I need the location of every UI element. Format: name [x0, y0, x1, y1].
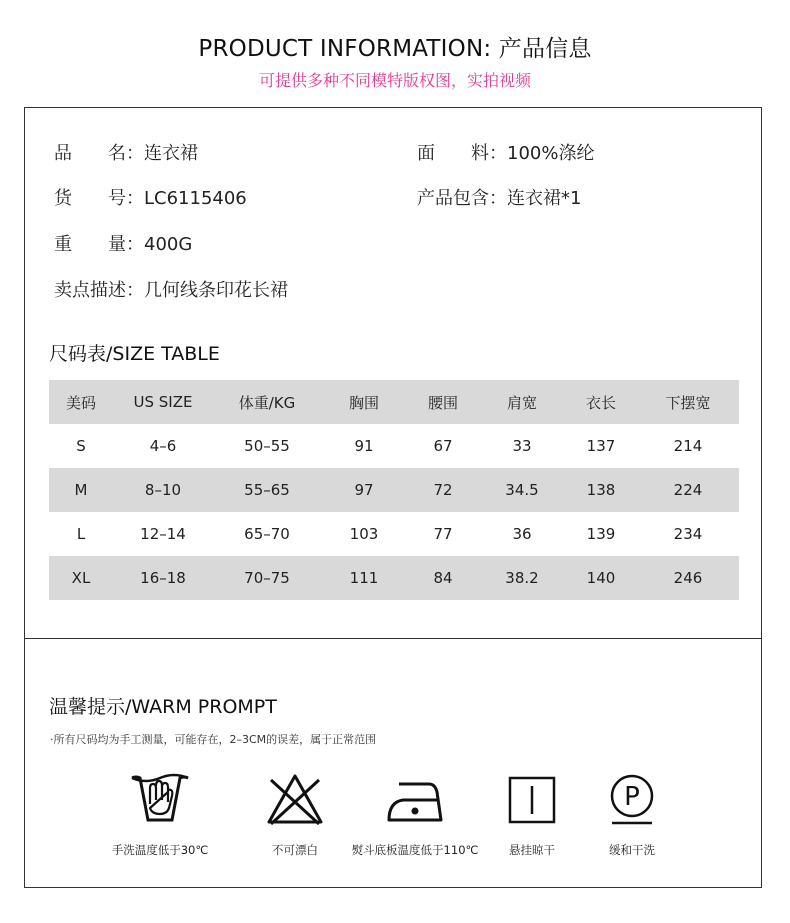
care-label: 手洗温度低于30℃ [111, 843, 209, 857]
info-weight-value: 400G [144, 234, 193, 255]
table-cell: 137 [586, 437, 616, 455]
size-table [49, 380, 739, 600]
table-cell: 246 [637, 556, 739, 600]
table-row [49, 424, 739, 468]
table-cell: 140 [565, 556, 637, 600]
table-header-row [49, 380, 739, 424]
table-row [49, 556, 739, 600]
table-cell: 72 [407, 468, 479, 512]
info-name-value: 连衣裙 [144, 143, 198, 164]
iron-icon [383, 770, 447, 828]
table-cell: 67 [433, 437, 453, 455]
table-cell: 111 [321, 556, 407, 600]
info-fabric [417, 139, 594, 165]
table-header-cell: US SIZE [113, 380, 213, 424]
table-cell: 84 [407, 556, 479, 600]
care-label: 不可漂白 [272, 843, 318, 857]
dry-clean-icon [600, 770, 664, 828]
table-cell: 97 [321, 468, 407, 512]
table-header-cell: 美码 [49, 380, 113, 424]
table-cell: 38.2 [479, 556, 565, 600]
line-dry-icon [500, 770, 564, 828]
table-cell: 224 [637, 468, 739, 512]
size-table-title: 尺码表/SIZE TABLE [49, 343, 220, 365]
table-cell: 214 [673, 437, 703, 455]
table-cell: L [76, 525, 86, 543]
table-row [49, 468, 739, 512]
hand-wash-icon [128, 770, 192, 828]
info-name-label: 品 名： [54, 143, 144, 164]
table-cell: 234 [673, 525, 703, 543]
table-cell: 55–65 [213, 468, 321, 512]
table-cell: M [49, 468, 113, 512]
info-contents-label: 产品包含： [417, 188, 507, 209]
table-cell: 36 [512, 525, 532, 543]
info-contents-value: 连衣裙*1 [507, 188, 582, 209]
table-header-cell: 肩宽 [479, 380, 565, 424]
table-cell: 16–18 [113, 556, 213, 600]
info-sku-value: LC6115406 [144, 188, 247, 209]
info-sku [54, 184, 247, 210]
no-bleach-icon [263, 770, 327, 828]
prompt-note: ·所有尺码均为手工测量，可能存在，2–3CM的误差，属于正常范围 [50, 733, 377, 746]
info-selling-label: 卖点描述： [54, 280, 144, 301]
table-cell: 138 [565, 468, 637, 512]
prompt-title: 温馨提示/WARM PROMPT [49, 696, 277, 718]
table-cell: S [76, 437, 86, 455]
table-cell: 4–6 [149, 437, 177, 455]
table-cell: 139 [586, 525, 616, 543]
info-sku-label: 货 号： [54, 188, 144, 209]
table-header-cell: 下摆宽 [637, 380, 739, 424]
table-cell: 65–70 [244, 525, 290, 543]
info-fabric-label: 面 料： [417, 143, 507, 164]
info-name [54, 139, 198, 165]
care-label: 缓和干洗 [609, 843, 655, 857]
care-label: 熨斗底板温度低于110℃ [351, 843, 479, 857]
info-weight [54, 230, 192, 256]
table-cell: 34.5 [479, 468, 565, 512]
table-header-cell: 体重/KG [213, 380, 321, 424]
table-cell: 91 [354, 437, 374, 455]
care-item-dry-clean [562, 770, 702, 858]
info-contents [417, 184, 581, 210]
info-fabric-value: 100%涤纶 [507, 143, 595, 164]
care-item-hand-wash [90, 770, 230, 858]
page-subtitle: 可提供多种不同模特版权图，实拍视频 [258, 71, 531, 90]
table-cell: 77 [433, 525, 453, 543]
table-header-cell: 胸围 [321, 380, 407, 424]
page-title: PRODUCT INFORMATION: 产品信息 [198, 36, 592, 62]
info-selling-value: 几何线条印花长裙 [144, 280, 288, 301]
table-cell: 8–10 [113, 468, 213, 512]
table-header-cell: 腰围 [407, 380, 479, 424]
table-cell: 103 [349, 525, 379, 543]
care-label: 悬挂晾干 [509, 843, 555, 857]
care-item-no-bleach [225, 770, 365, 858]
table-cell: XL [49, 556, 113, 600]
table-header-cell: 衣长 [565, 380, 637, 424]
info-weight-label: 重 量： [54, 234, 144, 255]
table-cell: 50–55 [244, 437, 290, 455]
info-selling [54, 276, 288, 302]
table-cell: 70–75 [213, 556, 321, 600]
table-cell: 33 [512, 437, 532, 455]
table-cell: 12–14 [140, 525, 186, 543]
dry-clean-symbol: P [624, 782, 640, 812]
table-row [49, 512, 739, 556]
